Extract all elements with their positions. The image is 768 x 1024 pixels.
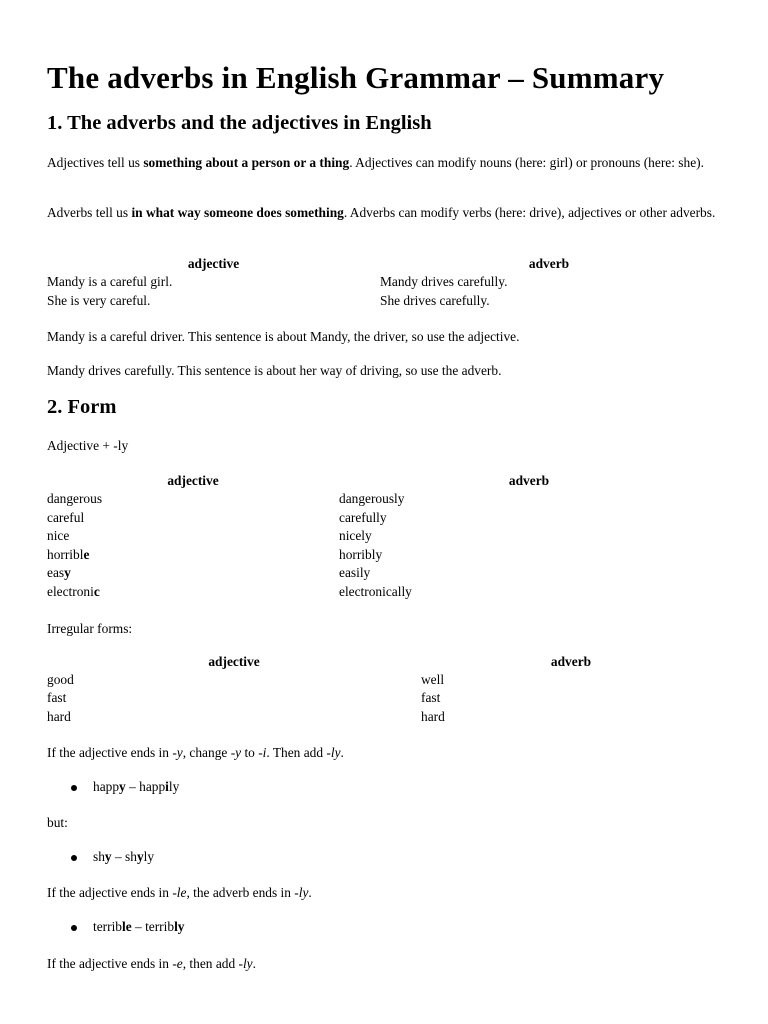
para-text: Adverbs tell us [47, 205, 132, 220]
rule-text: If the adjective ends in [47, 956, 173, 971]
adj-ending: y [64, 565, 71, 580]
page-title: The adverbs in English Grammar – Summary [47, 60, 665, 95]
table-cell [47, 584, 100, 600]
table-cell: good [47, 672, 74, 687]
rule-text: , the adverb ends in [186, 885, 295, 900]
rule-text: . Then add [266, 745, 327, 760]
adj-text: eas [47, 565, 65, 580]
section-1-para-adverbs [47, 204, 727, 221]
table-header-adjective: adjective [208, 654, 260, 669]
adj-ending: c [93, 584, 100, 599]
rule-suffix: -i [258, 745, 267, 760]
table-header-adverb: adverb [528, 256, 570, 271]
rule-text: . [252, 956, 256, 971]
list-item-text: happy – happily [93, 779, 180, 794]
para-bold-text: in what way someone does something [131, 205, 344, 220]
rule-suffix: -y [172, 745, 183, 760]
form-intro: Adjective + -ly [47, 438, 129, 453]
adj-text: electroni [47, 584, 94, 599]
list-item-text: terrible – terribly [93, 919, 185, 934]
table-header-adjective: adjective [167, 473, 219, 488]
bullet-icon [71, 855, 77, 861]
adj-ending: e [83, 547, 90, 562]
adj-text: dangerous [47, 491, 103, 506]
table-cell [47, 528, 69, 544]
rule-suffix: -e [172, 956, 183, 971]
rule-suffix: -ly [326, 745, 341, 760]
table-header-adverb: adverb [508, 473, 550, 488]
table-cell [47, 491, 102, 507]
table-cell: She drives carefully. [380, 293, 490, 308]
table-header-adverb: adverb [550, 654, 592, 669]
table-cell: Mandy is a careful girl. [47, 274, 173, 289]
adj-text: nice [47, 528, 70, 543]
note-adjective: Mandy is a careful driver. This sentence is about Mandy, the driver, so use the adjective. [47, 329, 520, 344]
bullet-icon [71, 785, 77, 791]
bullet-icon [71, 925, 77, 931]
para-text: Adjectives tell us [47, 155, 144, 170]
rule-suffix: -y [230, 745, 242, 760]
but-label: but: [47, 815, 68, 830]
list-item-text: shy – shyly [93, 849, 155, 864]
table-cell: hard [421, 709, 445, 724]
table-header-adjective: adjective [187, 256, 240, 271]
para-text: . Adjectives can modify nouns (here: girl) or pronouns (here: she). [349, 155, 704, 170]
table-cell: dangerously [339, 491, 405, 506]
table-cell: easily [339, 565, 371, 580]
table-cell: horribly [339, 547, 383, 562]
rule-ends-in-e [47, 955, 727, 972]
table-cell: hard [47, 709, 71, 724]
rule-suffix: -le [172, 885, 187, 900]
rule-text: If the adjective ends in [47, 745, 173, 760]
table-cell: fast [421, 690, 441, 705]
table-cell: fast [47, 690, 67, 705]
table-cell [47, 547, 89, 563]
rule-suffix: -ly [294, 885, 309, 900]
section-1-para-adjectives [47, 154, 727, 171]
rule-text: . [340, 745, 344, 760]
irregular-label: Irregular forms: [47, 621, 133, 636]
para-text: . Adverbs can modify verbs (here: drive), adjectives or other adverbs. [343, 205, 716, 220]
table-cell: She is very careful. [47, 293, 151, 308]
rule-suffix: -ly [238, 956, 253, 971]
rule-text: , change [182, 745, 231, 760]
rule-text: If the adjective ends in [47, 885, 173, 900]
rule-ends-in-le [47, 884, 727, 901]
rule-text: , then add [182, 956, 239, 971]
table-cell: nicely [339, 528, 372, 543]
rule-text: . [308, 885, 312, 900]
note-adverb: Mandy drives carefully. This sentence is about her way of driving, so use the adverb. [47, 363, 502, 378]
table-cell [47, 510, 84, 526]
adj-text: horribl [47, 547, 84, 562]
rule-ends-in-y [47, 744, 727, 761]
rule-text: to [241, 745, 259, 760]
table-cell: well [421, 672, 445, 687]
section-1-heading: 1. The adverbs and the adjectives in English [47, 112, 432, 134]
table-cell: electronically [339, 584, 412, 599]
section-2-heading: 2. Form [47, 396, 117, 418]
table-cell: Mandy drives carefully. [380, 274, 508, 289]
table-cell: carefully [339, 510, 387, 525]
para-bold-text: something about a person or a thing [143, 155, 350, 170]
table-cell [47, 565, 71, 581]
adj-text: careful [47, 510, 85, 525]
